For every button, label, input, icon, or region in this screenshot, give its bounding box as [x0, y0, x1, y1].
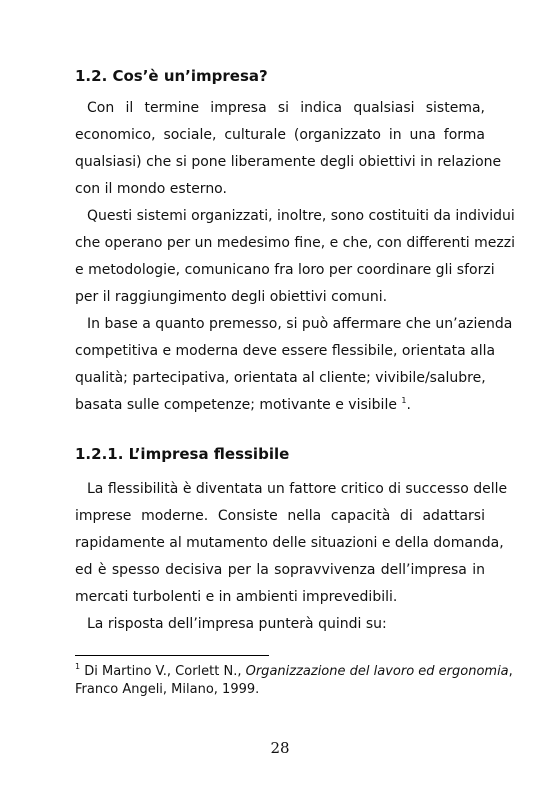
subsection-heading: 1.2.1. L’impresa flessibile [75, 445, 290, 463]
body-line: La flessibilità è diventata un fattore critico di successo delle [87, 481, 508, 497]
footnote-reference: 1 [401, 396, 407, 405]
sentence-end: . [406, 397, 411, 413]
footnote-authors: Di Martino V., Corlett N., [84, 664, 242, 679]
body-line: competitiva e moderna deve essere flessibile, orientata alla [75, 343, 496, 359]
body-line: In base a quanto premesso, si può affermare che un’azienda [87, 316, 513, 332]
section-heading: 1.2. Cos’è un’impresa? [75, 67, 268, 85]
footnote-separator [75, 655, 269, 656]
body-line-with-footnote [75, 395, 485, 415]
footnote-line: Franco Angeli, Milano, 1999. [75, 682, 260, 697]
body-line: rapidamente al mutamento delle situazioni e della domanda, [75, 535, 504, 551]
body-line: Questi sistemi organizzati, inoltre, sono costituiti da individui [87, 208, 515, 224]
body-line: La risposta dell’impresa punterà quindi su: [87, 616, 387, 632]
body-line-text: basata sulle competenze; motivante e visibile [75, 397, 397, 413]
footnote-book-title: Organizzazione del lavoro ed ergonomia [245, 664, 509, 679]
body-line: Con il termine impresa si indica qualsiasi sistema, [87, 100, 485, 116]
body-line: che operano per un medesimo fine, e che, con differenti mezzi [75, 235, 515, 251]
body-line: economico, sociale, culturale (organizzato in una forma [75, 127, 485, 143]
body-line: qualità; partecipativa, orientata al cliente; vivibile/salubre, [75, 370, 486, 386]
body-line: per il raggiungimento degli obiettivi comuni. [75, 289, 388, 305]
body-line: con il mondo esterno. [75, 181, 227, 197]
body-line: mercati turbolenti e in ambienti imprevedibili. [75, 589, 398, 605]
footnote-number: 1 [75, 662, 81, 671]
footnote-punct: , [508, 664, 513, 679]
body-line: e metodologie, comunicano fra loro per coordinare gli sforzi [75, 262, 495, 278]
body-line: imprese moderne. Consiste nella capacità di adattarsi [75, 508, 485, 524]
footnote-line [75, 662, 513, 681]
body-line: qualsiasi) che si pone liberamente degli obiettivi in relazione [75, 154, 502, 170]
page-number: 28 [270, 739, 290, 757]
body-line: ed è spesso decisiva per la sopravvivenza dell’impresa in [75, 562, 485, 578]
